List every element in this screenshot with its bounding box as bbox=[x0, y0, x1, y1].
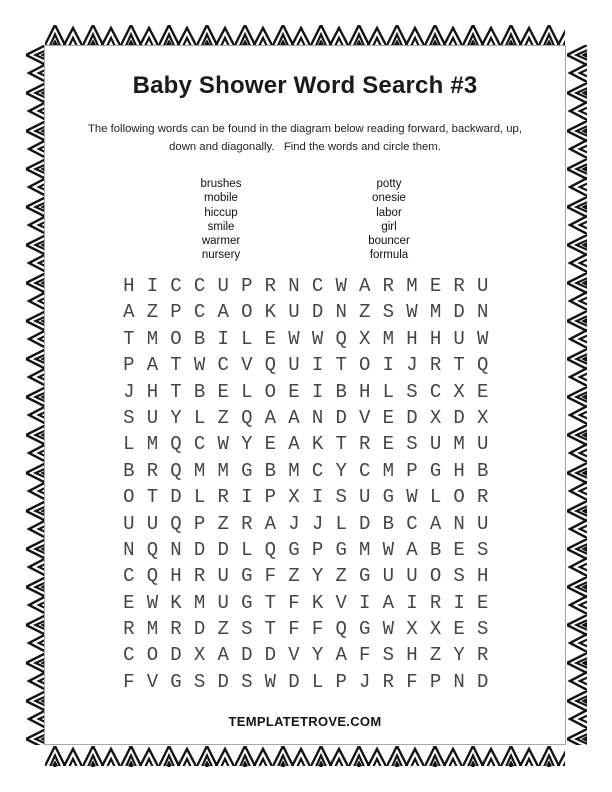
grid-letter: D bbox=[193, 538, 206, 561]
grid-letter: A bbox=[217, 644, 229, 667]
grid-letter: M bbox=[359, 538, 371, 561]
grid-letter: S bbox=[241, 618, 253, 641]
grid-letter: L bbox=[193, 406, 206, 429]
grid-letter: L bbox=[335, 512, 347, 535]
grid-letter: T bbox=[170, 380, 182, 403]
grid-letter: G bbox=[359, 618, 371, 641]
grid-letter: D bbox=[453, 301, 465, 324]
grid-letter: J bbox=[311, 512, 324, 535]
grid-letter: C bbox=[311, 275, 324, 297]
grid-letter: W bbox=[335, 275, 347, 297]
word-list-column-2 bbox=[324, 177, 454, 263]
grid-letter: O bbox=[453, 486, 465, 509]
grid-letter: X bbox=[359, 327, 371, 350]
grid-letter: I bbox=[146, 275, 159, 297]
grid-letter: D bbox=[406, 406, 418, 429]
grid-letter: K bbox=[264, 301, 277, 324]
grid-letter: R bbox=[477, 486, 489, 509]
grid-letter: W bbox=[217, 433, 229, 456]
word-item: bouncer bbox=[368, 235, 410, 248]
grid-letter: U bbox=[217, 565, 229, 588]
grid-letter: N bbox=[170, 538, 182, 561]
grid-letter: Y bbox=[170, 406, 182, 429]
grid-letter: W bbox=[382, 618, 395, 641]
grid-letter: T bbox=[453, 354, 465, 377]
grid-letter: D bbox=[170, 486, 182, 509]
grid-letter: M bbox=[217, 459, 229, 482]
grid-letter: U bbox=[477, 275, 489, 297]
grid-letter: B bbox=[123, 459, 135, 482]
grid-letter: Y bbox=[241, 433, 253, 456]
grid-letter: T bbox=[146, 486, 159, 509]
grid-letter: B bbox=[193, 327, 206, 350]
word-item: girl bbox=[381, 220, 397, 233]
grid-letter: L bbox=[311, 670, 324, 693]
grid-letter: Q bbox=[264, 538, 277, 561]
chevron-border-left bbox=[26, 45, 44, 745]
grid-letter: V bbox=[288, 644, 300, 667]
grid-letter: E bbox=[288, 380, 300, 403]
grid-letter: Q bbox=[264, 354, 277, 377]
grid-letter: A bbox=[335, 644, 347, 667]
grid-letter: I bbox=[217, 327, 229, 350]
grid-letter: Z bbox=[217, 512, 229, 535]
grid-letter: P bbox=[170, 301, 182, 324]
grid-letter: G bbox=[241, 591, 253, 614]
grid-letter: S bbox=[335, 486, 347, 509]
grid-letter: W bbox=[288, 327, 300, 350]
grid-letter: M bbox=[453, 433, 465, 456]
grid-row bbox=[117, 616, 495, 642]
grid-letter: Q bbox=[335, 327, 347, 350]
grid-letter: R bbox=[359, 433, 371, 456]
grid-row bbox=[117, 431, 495, 457]
grid-letter: C bbox=[123, 644, 135, 667]
grid-letter: P bbox=[264, 486, 277, 509]
grid-letter: T bbox=[264, 618, 277, 641]
grid-letter: I bbox=[311, 486, 324, 509]
grid-letter: B bbox=[335, 380, 347, 403]
grid-letter: H bbox=[406, 327, 418, 350]
grid-letter: O bbox=[146, 644, 159, 667]
grid-letter: R bbox=[429, 591, 442, 614]
grid-letter: S bbox=[382, 301, 395, 324]
grid-letter: R bbox=[146, 459, 159, 482]
grid-letter: Z bbox=[146, 301, 159, 324]
grid-letter: L bbox=[241, 380, 253, 403]
grid-letter: C bbox=[359, 459, 371, 482]
grid-letter: O bbox=[359, 354, 371, 377]
grid-letter: N bbox=[477, 301, 489, 324]
grid-letter: R bbox=[264, 275, 277, 297]
grid-letter: R bbox=[429, 354, 442, 377]
grid-letter: H bbox=[477, 565, 489, 588]
grid-letter: R bbox=[217, 486, 229, 509]
grid-letter: M bbox=[429, 301, 442, 324]
grid-letter: B bbox=[193, 380, 206, 403]
grid-letter: D bbox=[241, 644, 253, 667]
word-list bbox=[45, 177, 565, 263]
grid-letter: R bbox=[193, 565, 206, 588]
grid-letter: M bbox=[193, 459, 206, 482]
grid-letter: I bbox=[359, 591, 371, 614]
grid-letter: I bbox=[311, 354, 324, 377]
grid-letter: U bbox=[288, 301, 300, 324]
grid-row bbox=[117, 326, 495, 352]
grid-letter: Q bbox=[241, 406, 253, 429]
grid-row bbox=[117, 352, 495, 378]
grid-letter: H bbox=[453, 459, 465, 482]
grid-letter: R bbox=[123, 618, 135, 641]
grid-letter: U bbox=[382, 565, 395, 588]
grid-letter: G bbox=[170, 670, 182, 693]
grid-letter: C bbox=[311, 459, 324, 482]
grid-letter: P bbox=[193, 512, 206, 535]
grid-letter: E bbox=[429, 275, 442, 297]
grid-letter: D bbox=[217, 538, 229, 561]
grid-letter: M bbox=[288, 459, 300, 482]
grid-letter: Q bbox=[146, 565, 159, 588]
grid-letter: A bbox=[359, 275, 371, 297]
grid-letter: D bbox=[264, 644, 277, 667]
grid-letter: Y bbox=[335, 459, 347, 482]
grid-row bbox=[117, 590, 495, 616]
grid-letter: C bbox=[193, 433, 206, 456]
grid-letter: G bbox=[241, 459, 253, 482]
grid-letter: F bbox=[406, 670, 418, 693]
grid-letter: W bbox=[477, 327, 489, 350]
grid-letter: Q bbox=[170, 433, 182, 456]
grid-letter: U bbox=[288, 354, 300, 377]
word-item: onesie bbox=[372, 192, 406, 205]
grid-letter: X bbox=[477, 406, 489, 429]
grid-letter: A bbox=[406, 538, 418, 561]
page-inner bbox=[44, 45, 566, 745]
grid-letter: U bbox=[477, 512, 489, 535]
grid-row bbox=[117, 484, 495, 510]
grid-letter: U bbox=[429, 433, 442, 456]
grid-letter: S bbox=[382, 644, 395, 667]
grid-letter: J bbox=[406, 354, 418, 377]
grid-letter: W bbox=[146, 591, 159, 614]
word-list-column-1 bbox=[156, 177, 286, 263]
grid-letter: D bbox=[477, 670, 489, 693]
grid-letter: R bbox=[241, 512, 253, 535]
grid-letter: F bbox=[288, 591, 300, 614]
grid-row bbox=[117, 273, 495, 299]
grid-letter: Q bbox=[477, 354, 489, 377]
grid-letter: C bbox=[406, 512, 418, 535]
grid-letter: U bbox=[217, 591, 229, 614]
chevron-border-bottom bbox=[45, 746, 565, 767]
grid-letter: M bbox=[146, 327, 159, 350]
grid-letter: O bbox=[429, 565, 442, 588]
grid-letter: H bbox=[429, 327, 442, 350]
grid-letter: C bbox=[193, 301, 206, 324]
grid-letter: J bbox=[288, 512, 300, 535]
grid-letter: X bbox=[453, 380, 465, 403]
letter-grid bbox=[117, 273, 495, 695]
grid-letter: V bbox=[241, 354, 253, 377]
grid-letter: X bbox=[429, 406, 442, 429]
grid-letter: C bbox=[170, 275, 182, 297]
grid-letter: W bbox=[264, 670, 277, 693]
grid-letter: N bbox=[288, 275, 300, 297]
grid-letter: U bbox=[359, 486, 371, 509]
grid-letter: E bbox=[453, 538, 465, 561]
grid-letter: H bbox=[146, 380, 159, 403]
footer-brand: TEMPLATETROVE.COM bbox=[228, 714, 382, 729]
grid-letter: E bbox=[382, 406, 395, 429]
grid-letter: I bbox=[311, 380, 324, 403]
grid-letter: N bbox=[123, 538, 135, 561]
grid-letter: X bbox=[288, 486, 300, 509]
grid-letter: U bbox=[217, 275, 229, 297]
grid-letter: V bbox=[335, 591, 347, 614]
grid-letter: B bbox=[382, 512, 395, 535]
grid-letter: R bbox=[170, 618, 182, 641]
grid-letter: I bbox=[453, 591, 465, 614]
grid-row bbox=[117, 642, 495, 668]
grid-letter: E bbox=[453, 618, 465, 641]
grid-letter: F bbox=[123, 670, 135, 693]
page-title: Baby Shower Word Search #3 bbox=[132, 72, 478, 99]
grid-letter: Y bbox=[453, 644, 465, 667]
grid-letter: H bbox=[406, 644, 418, 667]
grid-letter: E bbox=[217, 380, 229, 403]
grid-letter: V bbox=[359, 406, 371, 429]
grid-letter: A bbox=[217, 301, 229, 324]
grid-letter: W bbox=[193, 354, 206, 377]
grid-letter: Z bbox=[217, 618, 229, 641]
grid-letter: G bbox=[429, 459, 442, 482]
grid-letter: R bbox=[382, 275, 395, 297]
grid-letter: O bbox=[264, 380, 277, 403]
grid-letter: B bbox=[477, 459, 489, 482]
grid-letter: S bbox=[406, 433, 418, 456]
grid-letter: K bbox=[311, 433, 324, 456]
grid-letter: S bbox=[477, 618, 489, 641]
grid-row bbox=[117, 511, 495, 537]
grid-letter: D bbox=[170, 644, 182, 667]
word-item: smile bbox=[207, 220, 235, 233]
grid-letter: C bbox=[429, 380, 442, 403]
grid-letter: N bbox=[311, 406, 324, 429]
grid-letter: A bbox=[146, 354, 159, 377]
grid-letter: G bbox=[241, 565, 253, 588]
grid-letter: C bbox=[123, 565, 135, 588]
word-item: nursery bbox=[201, 249, 241, 262]
word-item: brushes bbox=[200, 178, 242, 190]
grid-letter: U bbox=[146, 512, 159, 535]
grid-row bbox=[117, 299, 495, 325]
grid-letter: E bbox=[264, 433, 277, 456]
grid-letter: I bbox=[382, 354, 395, 377]
grid-letter: H bbox=[359, 380, 371, 403]
grid-letter: Z bbox=[429, 644, 442, 667]
grid-letter: Y bbox=[311, 565, 324, 588]
grid-letter: V bbox=[146, 670, 159, 693]
grid-letter: Z bbox=[335, 565, 347, 588]
grid-letter: X bbox=[429, 618, 442, 641]
grid-letter: X bbox=[406, 618, 418, 641]
grid-letter: Q bbox=[170, 459, 182, 482]
grid-letter: R bbox=[382, 670, 395, 693]
grid-letter: I bbox=[406, 591, 418, 614]
grid-letter: A bbox=[264, 512, 277, 535]
grid-letter: O bbox=[123, 486, 135, 509]
grid-letter: D bbox=[311, 301, 324, 324]
grid-letter: E bbox=[477, 380, 489, 403]
grid-letter: A bbox=[382, 591, 395, 614]
grid-letter: Z bbox=[288, 565, 300, 588]
grid-letter: Q bbox=[335, 618, 347, 641]
grid-letter: T bbox=[264, 591, 277, 614]
grid-letter: D bbox=[453, 406, 465, 429]
chevron-border-top bbox=[45, 25, 565, 45]
grid-letter: Q bbox=[146, 538, 159, 561]
instructions-line-1: The following words can be found in the diagram below reading forward, backward, up, bbox=[88, 123, 522, 135]
grid-letter: W bbox=[311, 327, 324, 350]
grid-letter: P bbox=[335, 670, 347, 693]
word-item: potty bbox=[376, 178, 402, 190]
grid-letter: L bbox=[241, 327, 253, 350]
word-item: hiccup bbox=[204, 206, 238, 219]
grid-letter: U bbox=[146, 406, 159, 429]
grid-letter: P bbox=[123, 354, 135, 377]
grid-letter: T bbox=[335, 354, 347, 377]
grid-letter: W bbox=[382, 538, 395, 561]
grid-letter: P bbox=[406, 459, 418, 482]
grid-letter: G bbox=[335, 538, 347, 561]
grid-letter: Y bbox=[311, 644, 324, 667]
grid-letter: T bbox=[123, 327, 135, 350]
grid-letter: F bbox=[359, 644, 371, 667]
grid-letter: O bbox=[170, 327, 182, 350]
grid-letter: S bbox=[453, 565, 465, 588]
grid-letter: N bbox=[335, 301, 347, 324]
word-item: labor bbox=[376, 206, 402, 219]
grid-letter: L bbox=[429, 486, 442, 509]
grid-letter: M bbox=[406, 275, 418, 297]
grid-letter: E bbox=[264, 327, 277, 350]
grid-row bbox=[117, 458, 495, 484]
grid-letter: A bbox=[123, 301, 135, 324]
grid-letter: L bbox=[382, 380, 395, 403]
grid-letter: Z bbox=[359, 301, 371, 324]
grid-letter: E bbox=[123, 591, 135, 614]
grid-letter: C bbox=[217, 354, 229, 377]
grid-row bbox=[117, 405, 495, 431]
grid-letter: U bbox=[453, 327, 465, 350]
grid-letter: G bbox=[359, 565, 371, 588]
grid-letter: W bbox=[406, 301, 418, 324]
grid-letter: N bbox=[453, 512, 465, 535]
grid-letter: U bbox=[123, 512, 135, 535]
grid-letter: J bbox=[123, 380, 135, 403]
grid-letter: D bbox=[359, 512, 371, 535]
grid-letter: Q bbox=[170, 512, 182, 535]
grid-letter: A bbox=[429, 512, 442, 535]
grid-letter: U bbox=[406, 565, 418, 588]
grid-row bbox=[117, 379, 495, 405]
grid-row bbox=[117, 669, 495, 695]
grid-letter: I bbox=[241, 486, 253, 509]
grid-letter: S bbox=[406, 380, 418, 403]
grid-letter: A bbox=[288, 433, 300, 456]
grid-letter: J bbox=[359, 670, 371, 693]
grid-letter: L bbox=[123, 433, 135, 456]
grid-letter: R bbox=[477, 644, 489, 667]
grid-letter: F bbox=[264, 565, 277, 588]
instructions bbox=[45, 120, 565, 156]
grid-letter: M bbox=[382, 327, 395, 350]
grid-letter: A bbox=[264, 406, 277, 429]
grid-letter: N bbox=[453, 670, 465, 693]
grid-letter: L bbox=[241, 538, 253, 561]
grid-letter: B bbox=[264, 459, 277, 482]
grid-letter: R bbox=[453, 275, 465, 297]
grid-letter: U bbox=[477, 433, 489, 456]
grid-letter: K bbox=[170, 591, 182, 614]
grid-letter: M bbox=[193, 591, 206, 614]
grid-letter: F bbox=[288, 618, 300, 641]
grid-letter: H bbox=[170, 565, 182, 588]
grid-letter: S bbox=[193, 670, 206, 693]
grid-letter: P bbox=[311, 538, 324, 561]
grid-letter: F bbox=[311, 618, 324, 641]
grid-letter: M bbox=[146, 433, 159, 456]
grid-letter: E bbox=[382, 433, 395, 456]
grid-letter: S bbox=[241, 670, 253, 693]
grid-letter: A bbox=[288, 406, 300, 429]
grid-letter: W bbox=[406, 486, 418, 509]
grid-letter: Z bbox=[217, 406, 229, 429]
grid-letter: D bbox=[217, 670, 229, 693]
grid-letter: P bbox=[429, 670, 442, 693]
grid-row bbox=[117, 537, 495, 563]
grid-row bbox=[117, 563, 495, 589]
chevron-border-right bbox=[567, 45, 587, 745]
grid-letter: G bbox=[382, 486, 395, 509]
grid-letter: M bbox=[146, 618, 159, 641]
grid-letter: O bbox=[241, 301, 253, 324]
grid-letter: L bbox=[193, 486, 206, 509]
grid-letter: P bbox=[241, 275, 253, 297]
grid-letter: D bbox=[335, 406, 347, 429]
grid-letter: T bbox=[170, 354, 182, 377]
grid-letter: C bbox=[193, 275, 206, 297]
grid-letter: E bbox=[477, 591, 489, 614]
grid-letter: D bbox=[288, 670, 300, 693]
word-item: formula bbox=[369, 249, 409, 262]
instructions-line-2: down and diagonally. Find the words and circle them. bbox=[169, 141, 441, 153]
grid-letter: X bbox=[193, 644, 206, 667]
grid-letter: G bbox=[288, 538, 300, 561]
grid-letter: H bbox=[123, 275, 135, 297]
grid-letter: K bbox=[311, 591, 324, 614]
grid-letter: S bbox=[123, 406, 135, 429]
grid-letter: M bbox=[382, 459, 395, 482]
grid-letter: S bbox=[477, 538, 489, 561]
word-item: mobile bbox=[204, 192, 238, 205]
grid-letter: D bbox=[193, 618, 206, 641]
word-item: warmer bbox=[201, 235, 241, 248]
grid-letter: T bbox=[335, 433, 347, 456]
grid-letter: B bbox=[429, 538, 442, 561]
